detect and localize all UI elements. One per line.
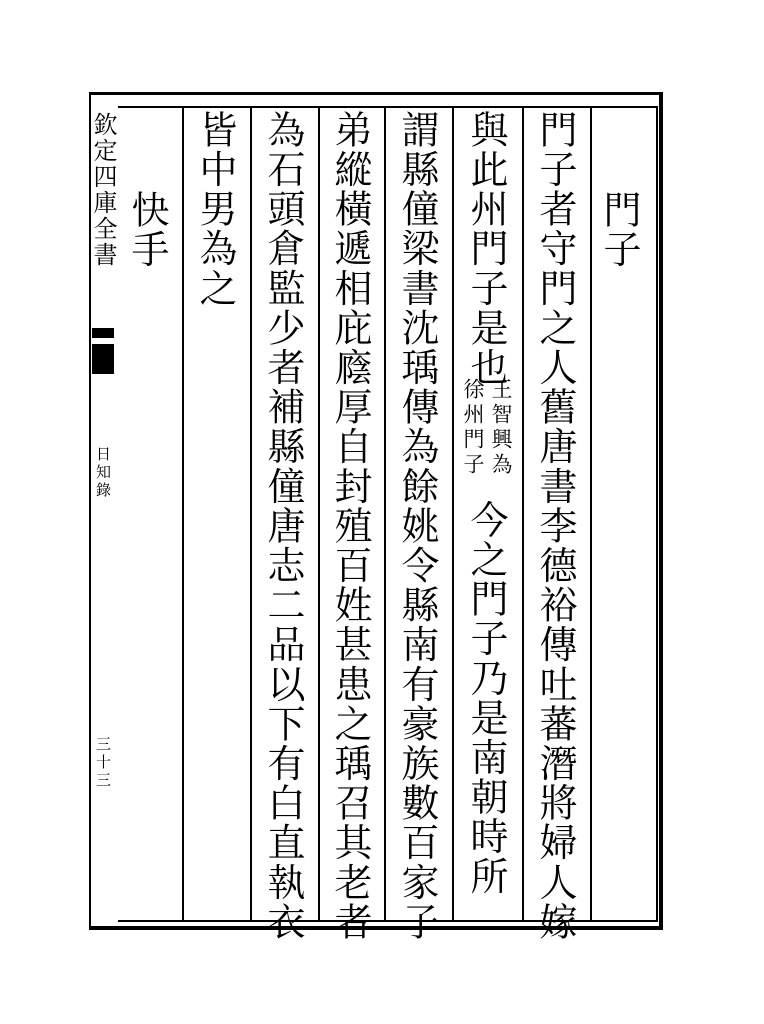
column-divider bbox=[384, 106, 386, 922]
column-divider bbox=[590, 106, 592, 922]
text-column: 弟縱橫遞相庇廕厚自封殖百姓甚患之瑀召其老者 bbox=[328, 110, 372, 942]
text-column: 今之門子乃是南朝時所 bbox=[464, 500, 508, 896]
annotation-note: 王智興為 bbox=[489, 378, 513, 478]
column-divider bbox=[318, 106, 320, 922]
fish-tail-mark bbox=[92, 328, 114, 374]
section-heading: 門子 bbox=[597, 190, 641, 270]
margin-title: 欽定四庫全書 bbox=[89, 112, 117, 268]
text-column: 為石頭倉監少者補縣僮唐志二品以下有白直執衣 bbox=[261, 110, 305, 942]
section-heading: 快手 bbox=[125, 190, 169, 270]
text-column: 謂縣僮梁書沈瑀傳為餘姚令縣南有豪族數百家子 bbox=[395, 110, 439, 942]
column-divider bbox=[250, 106, 252, 922]
column-divider bbox=[522, 106, 524, 922]
text-column: 皆中男為之 bbox=[193, 110, 237, 308]
column-divider bbox=[452, 106, 454, 922]
text-column: 與此州門子是也 bbox=[464, 110, 508, 388]
column-divider bbox=[182, 106, 184, 922]
text-column: 門子者守門之人舊唐書李德裕傳吐蕃潛將婦人嫁 bbox=[533, 110, 577, 942]
annotation-note: 徐州門子 bbox=[461, 378, 485, 478]
margin-book-title: 日知錄 bbox=[94, 446, 112, 500]
margin-page-number: 三十三 bbox=[94, 736, 112, 790]
